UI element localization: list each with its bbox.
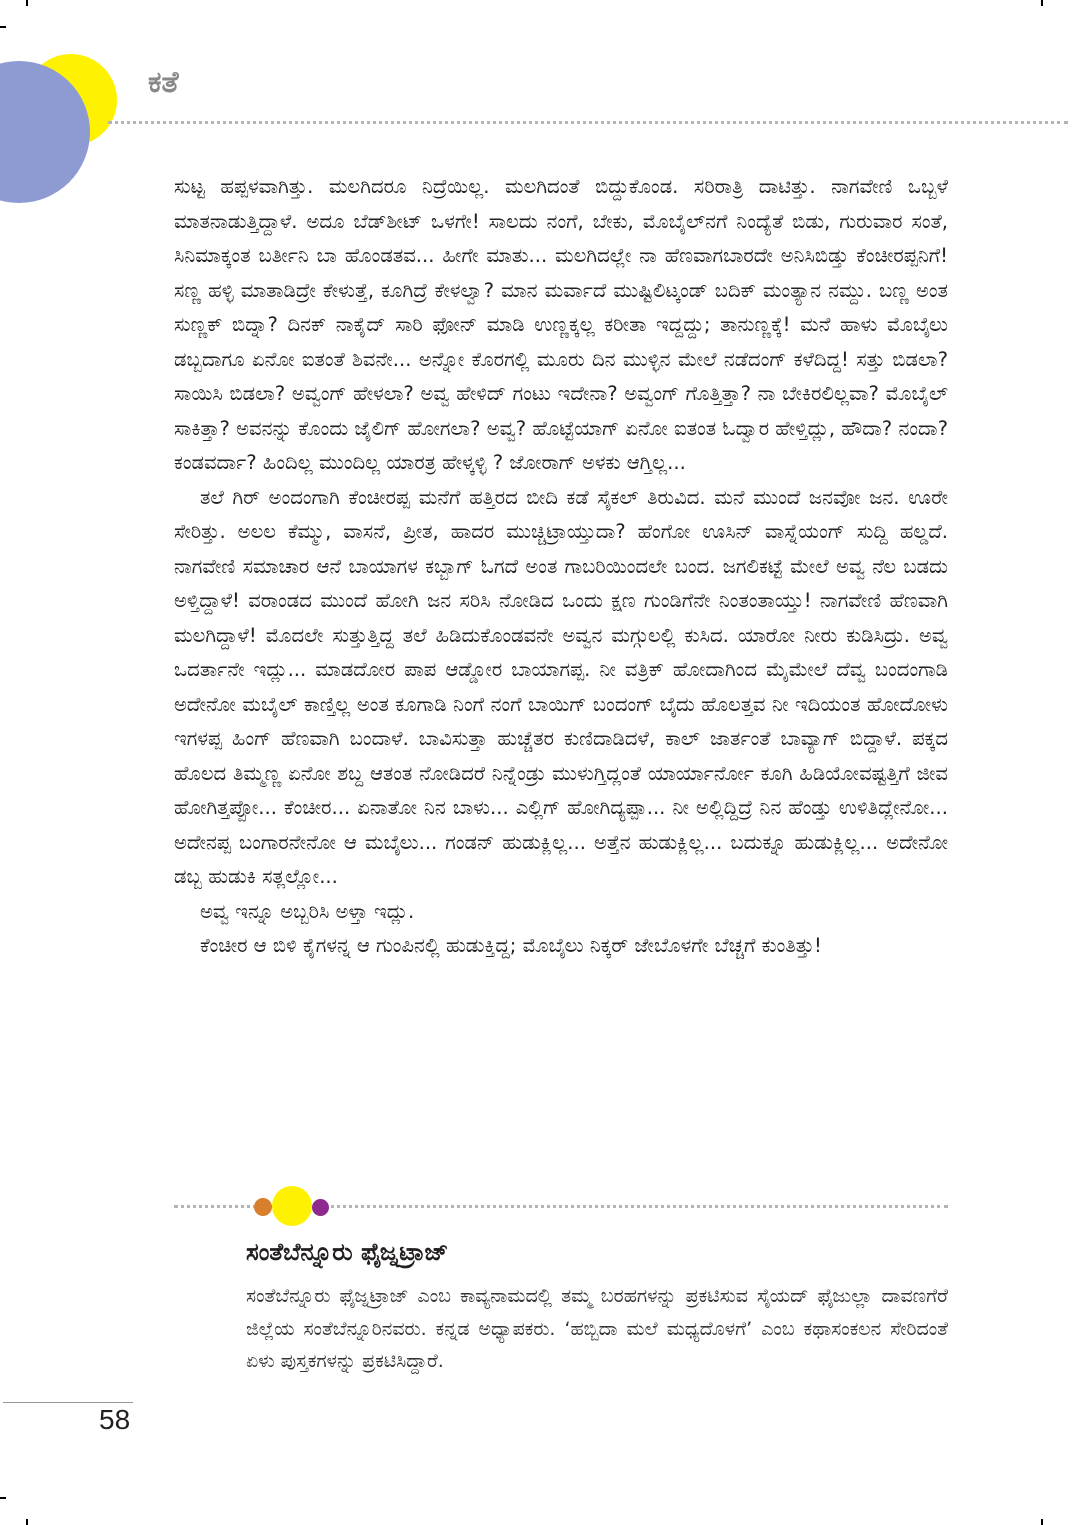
crop-mark [0,26,6,28]
crop-mark [1041,1519,1043,1525]
crop-mark [26,1519,28,1525]
orange-dot [254,1198,272,1216]
page-number: 58 [99,1404,131,1435]
story-paragraph: ಸುಟ್ಟ ಹಪ್ಪಳವಾಗಿತ್ತು. ಮಲಗಿದರೂ ನಿದ್ರೆಯಿಲ್ಲ. ಮಲಗಿದಂತೆ ಬಿದ್ದುಕೊಂಡ. ಸರಿರಾತ್ರಿ ದಾಟಿತ್ತು. ನಾಗವೇಣಿ ಒಬ್ಬಳೆ ಮಾತನಾಡುತ್ತಿದ್ದಾಳೆ. ಅದೂ ಬೆಡ್‌ಶೀಟ್ ಒಳಗೇ! ಸಾಲದು ನಂಗೆ, ಬೇಕು, ಮೊಬೈಲ್‌ನಗೆ ನಿಂದ್ಯೆತೆ ಬಿಡು, ಗುರುವಾರ ಸಂತೆ, ಸಿನಿಮಾಕ್ಕಂತ ಬರ್ತೀನಿ ಬಾ ಹೊಂಡತವ... ಹೀಗೇ ಮಾತು... ಮಲಗಿದಲ್ಲೇ ನಾ ಹೆಣವಾಗಬಾರದೇ ಅನಿಸಿಬಿಡ್ತು ಕೆಂಚೀರಪ್ಪನಿಗೆ! ಸಣ್ಣ ಹಳ್ಳಿ ಮಾತಾಡಿದ್ರೇ ಕೇಳುತ್ತೆ, ಕೂಗಿದ್ರೆ ಕೇಳಲ್ವಾ? ಮಾನ ಮರ್ವಾದೆ ಮುಷ್ಟಿಲಿಟ್ಕಂಡ್ ಬದಿಕ್ ಮಂತ್ಯಾನ ನಮ್ದು. ಬಣ್ಣ ಅಂತ ಸುಣ್ಣಕ್ ಬಿದ್ನಾ? ದಿನಕ್ ನಾಕೈದ್ ಸಾರಿ ಫೋನ್ ಮಾಡಿ ಉಣ್ಣಕ್ಕಲ್ಲ ಕರೀತಾ ಇದ್ದದ್ದು; ತಾನುಣ್ಣಕ್ಕೆ! ಮನೆ ಹಾಳು ಮೊಬೈಲು ಡಬ್ಬದಾಗೂ ಏನೋ ಐತಂತೆ ಶಿವನೇ... ಅನ್ನೋ ಕೊರಗಲ್ಲಿ ಮೂರು ದಿನ ಮುಳ್ಳಿನ ಮೇಲೆ ನಡೆದಂಗ್ ಕಳೆದಿದ್ದ! ಸತ್ತು ಬಿಡಲಾ? ಸಾಯಿಸಿ ಬಿಡಲಾ? ಅವ್ವಂಗ್ ಹೇಳಲಾ? ಅವ್ವ ಹೇಳಿದ್ ಗಂಟು ಇದೇನಾ? ಅವ್ವಂಗ್ ಗೊತ್ತಿತ್ತಾ? ನಾ ಬೇಕಿರಲಿಲ್ಲವಾ? ಮೊಬೈಲ್ ಸಾಕಿತ್ತಾ? ಅವನನ್ನು ಕೊಂದು ಜೈಲಿಗ್ ಹೋಗಲಾ? ಅವ್ವ? ಹೊಟ್ಟೆಯಾಗ್ ಏನೋ ಐತಂತ ಓದ್ವಾರ ಹೇಳ್ತಿದ್ಲು, ಹೌದಾ? ನಂದಾ? ಕಂಡವರ್ದಾ? ಹಿಂದಿಲ್ಲ ಮುಂದಿಲ್ಲ ಯಾರತ್ರ ಹೇಳ್ಕಳ್ಳಿ ? ಜೋರಾಗ್ ಅಳಕು ಆಗ್ತಿಲ್ಲ... [174,175,948,474]
crop-mark [1041,0,1043,6]
author-bio: ಸಂತೆಬೆನ್ನೂರು ಫೈಜ್ನಟ್ರಾಜ್ ಎಂಬ ಕಾವ್ಯನಾಮದಲ್ಲಿ ತಮ್ಮ ಬರಹಗಳನ್ನು ಪ್ರಕಟಿಸುವ ಸೈಯದ್ ಫೈಜುಲ್ಲಾ ದಾವಣಗೆರೆ ಜಿಲ್ಲೆಯ ಸಂತೆಬೆನ್ನೂರಿನವರು. ಕನ್ನಡ ಅಧ್ಯಾಪಕರು. ‘ಹಬ್ಬಿದಾ ಮಲೆ ಮಧ್ಯದೊಳಗೆ’ ಎಂಬ ಕಥಾಸಂಕಲನ ಸೇರಿದಂತೆ ಏಳು ಪುಸ್ತಕಗಳನ್ನು ಪ್ರಕಟಿಸಿದ್ದಾರೆ. [246,1285,948,1372]
crop-mark [26,0,28,6]
author-name: ಸಂತೆಬೆನ್ನೂರು ಫೈಜ್ನಟ್ರಾಜ್ [246,1238,449,1266]
section-separator [174,1186,948,1226]
story-paragraph: ಕೆಂಚೀರ ಆ ಬಿಳಿ ಕೈಗಳನ್ನ ಆ ಗುಂಪಿನಲ್ಲಿ ಹುಡುಕ್ತಿದ್ದ; ಮೊಬೈಲು ನಿಕ್ಕರ್ ಜೇಬೊಳಗೇ ಬೆಚ್ಚಗೆ ಕುಂತಿತ್ತು! [200,934,822,957]
yellow-dot [272,1186,312,1226]
header-dotted-rule [108,121,1068,124]
story-body [174,170,948,964]
purple-dot [312,1199,329,1216]
section-title: ಕತೆ [148,65,179,100]
story-paragraph: ಅವ್ವ ಇನ್ನೂ ಅಬ್ಬರಿಸಿ ಅಳ್ತಾ ಇದ್ಲು. [200,899,415,923]
crop-mark [0,1497,6,1499]
story-paragraph: ತಲೆ ಗಿರ್ ಅಂದಂಗಾಗಿ ಕೆಂಚೀರಪ್ಪ ಮನೆಗೆ ಹತ್ತಿರದ ಬೀದಿ ಕಡೆ ಸೈಕಲ್ ತಿರುವಿದ. ಮನೆ ಮುಂದೆ ಜನವೋ ಜನ. ಊರೇ ಸೇರಿತ್ತು. ಅಲಲ ಕೆಮ್ಮು, ವಾಸನೆ, ಪ್ರೀತ, ಹಾದರ ಮುಚ್ಚಿಟ್ರಾಯ್ತುದಾ? ಹೆಂಗೋ ಊಸಿನ್ ವಾಸ್ನೆಯಂಗ್ ಸುದ್ದಿ ಹಲ್ಡದೆ. ನಾಗವೇಣಿ ಸಮಾಚಾರ ಆನೆ ಬಾಯಾಗಳ ಕಬ್ಬಾಗ್ ಓಗದೆ ಅಂತ ಗಾಬರಿಯಿಂದಲೇ ಬಂದ. ಜಗಲಿಕಟ್ಟೆ ಮೇಲೆ ಅವ್ವ ನೆಲ ಬಡದು ಅಳ್ತಿದ್ದಾಳೆ! ವರಾಂಡದ ಮುಂದೆ ಹೋಗಿ ಜನ ಸರಿಸಿ ನೋಡಿದ ಒಂದು ಕ್ಷಣ ಗುಂಡಿಗೆನೇ ನಿಂತಂತಾಯ್ತು! ನಾಗವೇಣಿ ಹೆಣವಾಗಿ ಮಲಗಿದ್ದಾಳೆ! ಮೊದಲೇ ಸುತ್ತುತ್ತಿದ್ದ ತಲೆ ಹಿಡಿದುಕೊಂಡವನೇ ಅವ್ವನ ಮಗ್ಗುಲಲ್ಲಿ ಕುಸಿದ. ಯಾರೋ ನೀರು ಕುಡಿಸಿದ್ರು. ಅವ್ವ ಒದರ್ತಾನೇ ಇದ್ಲು... ಮಾಡದೋರ ಪಾಪ ಆಡ್ಡೋರ ಬಾಯಾಗಪ್ಪ. ನೀ ವತ್ರಿಕ್ ಹೋದಾಗಿಂದ ಮೈಮೇಲೆ ದೆವ್ವ ಬಂದಂಗಾಡಿ ಅದೇನೋ ಮಬೈಲ್ ಕಾಣ್ತಿಲ್ಲ ಅಂತ ಕೂಗಾಡಿ ನಿಂಗೆ ನಂಗೆ ಬಾಯಿಗ್ ಬಂದಂಗ್ ಬೈದು ಹೊಲತ್ತವ ನೀ ಇದಿಯಂತ ಹೋದೋಳು ಇಗಳಪ್ಪ ಹಿಂಗ್ ಹೆಣವಾಗಿ ಬಂದಾಳೆ. ಬಾವಿಸುತ್ತಾ ಹುಚ್ಚೆತರ ಕುಣಿದಾಡಿದಳೆ, ಕಾಲ್ ಜಾರ್ತಂತೆ ಬಾವ್ಯಾಗ್ ಬಿದ್ದಾಳೆ. ಪಕ್ಕದ ಹೊಲದ ತಿಮ್ಮಣ್ಣ ಏನೋ ಶಬ್ದ ಆತಂತ ನೋಡಿದರೆ ನಿನ್ನೆಂಡ್ರು ಮುಳುಗ್ತಿದ್ಲಂತೆ ಯಾರ್ಯಾರ್ನೋ ಕೂಗಿ ಹಿಡಿಯೋವಷ್ಟತ್ತಿಗೆ ಜೀವ ಹೋಗಿತ್ತಪ್ಪೋ... ಕೆಂಚೀರ... ಏನಾತೋ ನಿನ ಬಾಳು... ಎಲ್ಲಿಗ್ ಹೋಗಿದ್ಯಪ್ಪಾ... ನೀ ಅಲ್ಲಿದ್ದಿದ್ರೆ ನಿನ ಹೆಂಡ್ತು ಉಳಿತಿದ್ಲೇನೋ... ಅದೇನಪ್ಪ ಬಂಗಾರನೇನೋ ಆ ಮಬೈಲು... ಗಂಡನ್ ಹುಡುಕ್ಲಿಲ್ಲ... ಅತ್ತೆನ ಹುಡುಕ್ಲಿಲ್ಲ... ಬದುಕ್ನೂ ಹುಡುಕ್ಲಿಲ್ಲ... ಅದೇನೋ ಡಬ್ಬ ಹುಡುಕಿ ಸತ್ಲಲ್ಲೋ... [174,485,948,888]
